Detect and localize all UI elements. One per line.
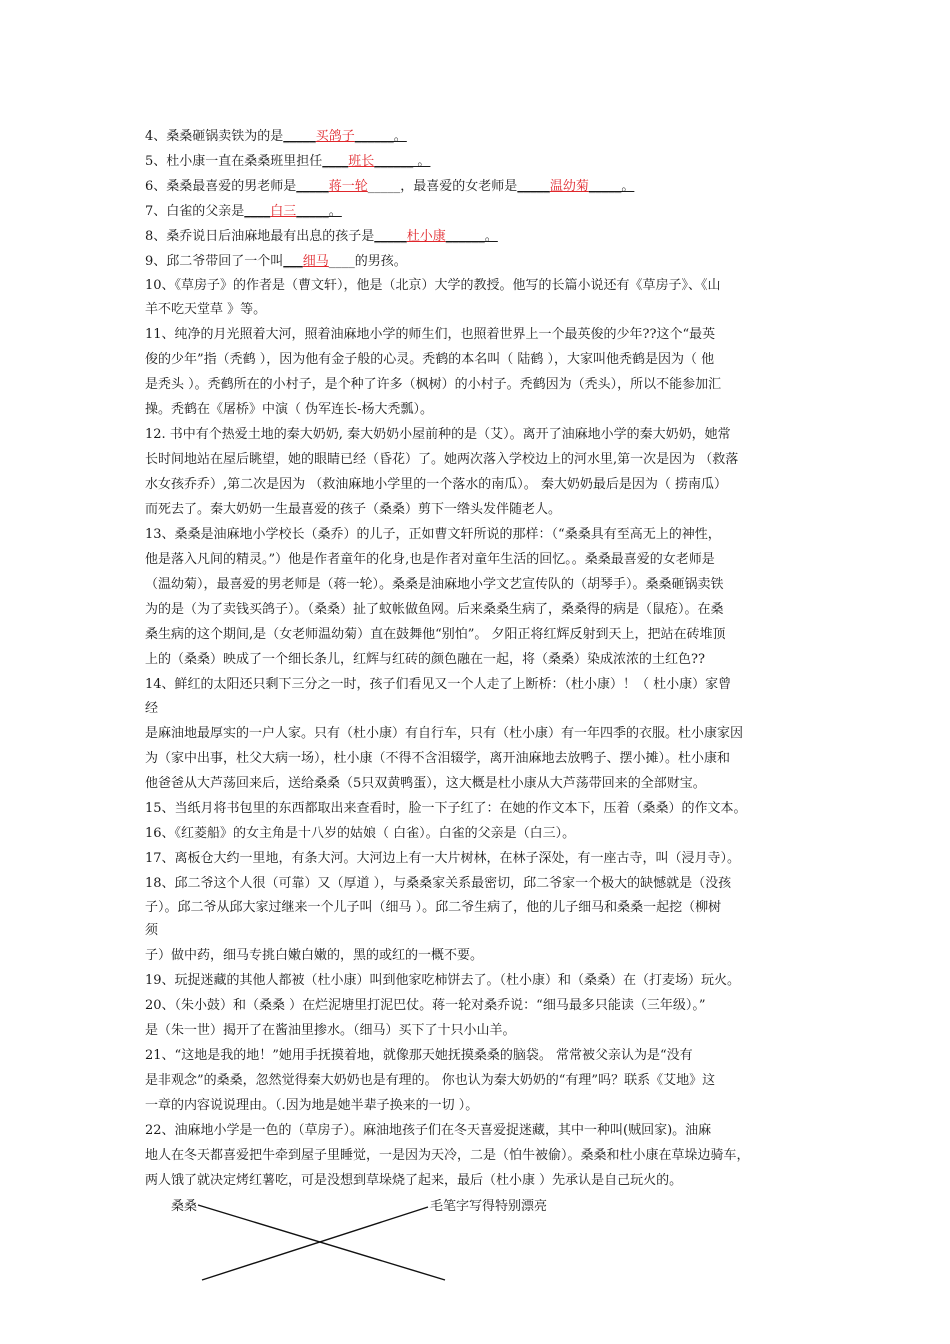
text-line: 21、“这地是我的地！”她用手抚摸着地，就像那天她抚摸桑桑的脑袋。 常常被父亲认为是“没有 (145, 1048, 693, 1063)
answer-q4: 买鸽子 (315, 129, 355, 144)
text-line: 操。秃鹤在《屠桥》中演（ 伪军连长-杨大秃瓢）。 (145, 402, 434, 417)
answer-q9: 细马 (302, 254, 329, 269)
text-line: 为（家中出事，杜父大病一场），杜小康（不得不含泪辍学，离开油麻地去放鸭子、摆小摊）。杜小康和 (145, 751, 731, 766)
question-8: 8、桑乔说日后油麻地最有出息的孩子是_____杜小康______。 (145, 229, 498, 244)
text-line: 而死去了。秦大奶奶一生最喜爱的孩子（桑桑）剪下一绺头发伴随老人。 (145, 502, 562, 517)
text-line: 子）。邱二爷从邱大家过继来一个儿子叫（细马 ）。邱二爷生病了，他的儿子细马和桑桑一起挖（柳树 (145, 900, 722, 915)
text-line: 桑生病的这个期间,是（女老师温幼菊）直在鼓舞他“别怕”。 夕阳正将红辉反射到天上，把站在砖堆顶 (145, 627, 726, 642)
text-line: 他爸爸从大芦荡回来后，送给桑桑（5只双黄鸭蛋），这大概是杜小康从大芦荡带回来的全部财宝。 (145, 776, 706, 791)
text-line: 19、玩捉迷藏的其他人都被（杜小康）叫到他家吃柿饼去了。（杜小康）和（桑桑）在（打麦场）玩火。 (145, 973, 741, 988)
match-right-item: 毛笔字写得特别漂亮 (430, 1199, 548, 1214)
text-line: 10、《草房子》的作者是（曹文轩），他是（北京）大学的教授。他写的长篇小说还有《草房子》、《山 (145, 278, 721, 293)
text-line: 是秃头 ）。秃鹤所在的小村子，是个种了许多（枫树）的小村子。秃鹤因为（秃头），所以不能参加汇 (145, 377, 722, 392)
question-6: 6、桑桑最喜爱的男老师是_____蒋一轮_____，最喜爱的女老师是_____温幼菊_____。 (145, 179, 635, 194)
text-line: 为的是（为了卖钱买鸽子）。（桑桑）扯了蚊帐做鱼网。后来桑桑生病了，桑桑得的病是（鼠疮）。在桑 (145, 602, 724, 617)
text-line: 羊不吃天堂草 》等。 (145, 302, 267, 317)
text-line: 15、当纸月将书包里的东西都取出来查看时，脸一下子红了：在她的作文本下，压着（桑桑）的作文本。 (145, 801, 747, 816)
text-line: 一章的内容说说理由。（.因为地是她半辈子换来的一切 ）。 (145, 1098, 479, 1113)
answer-q6-female-teacher: 温幼菊 (549, 179, 589, 194)
text-line: 16、《红菱船》的女主角是十八岁的姑娘（ 白雀）。白雀的父亲是（白三）。 (145, 826, 576, 841)
text-line: 是（朱一世）揭开了在酱油里掺水。（细马）买下了十只小山羊。 (145, 1023, 516, 1038)
text-line: 长时间地站在屋后眺望，她的眼睛已经（昏花）了。她两次落入学校边上的河水里,第一次是因为 （救落 (145, 452, 739, 467)
question-9: 9、邱二爷带回了一个叫___细马____的男孩。 (145, 254, 407, 269)
text-line: 12. 书中有个热爱土地的秦大奶奶, 秦大奶奶小屋前种的是（艾）。离开了油麻地小学的秦大奶奶，她常 (145, 427, 731, 442)
match-line-b (202, 1207, 428, 1280)
text-line: 水女孩乔乔）,第二次是因为 （救油麻地小学里的一个落水的南瓜）。 秦大奶奶最后是因为（ 捞南瓜） (145, 477, 728, 492)
text-line: （温幼菊），最喜爱的男老师是（蒋一轮）。桑桑是油麻地小学文艺宣传队的（胡琴手）。桑桑砸锅卖铁 (145, 577, 724, 592)
answer-q7: 白三 (270, 204, 297, 219)
text-line: 子）做中药，细马专挑白嫩白嫩的，黑的或红的一概不要。 (145, 948, 484, 963)
question-5: 5、杜小康一直在桑桑班里担任____班长______ 。 (145, 154, 431, 169)
text-line: 14、鲜红的太阳还只剩下三分之一时，孩子们看见又一个人走了上断桥：（杜小康）！（ 杜小康）家曾 (145, 677, 732, 692)
text-line: 13、桑桑是油麻地小学校长（桑乔）的儿子，正如曹文轩所说的那样：（“桑桑具有至高无上的神性， (145, 527, 721, 542)
text-line: 20、（朱小鼓）和（桑桑 ）在烂泥塘里打泥巴仗。蒋一轮对桑乔说：“细马最多只能读（三年级）。” (145, 998, 706, 1013)
question-7: 7、白雀的父亲是____白三_____。 (145, 204, 342, 219)
answer-q8: 杜小康 (406, 229, 446, 244)
text-line: 上的（桑桑）映成了一个细长条儿，红辉与红砖的颜色融在一起，将（桑桑）染成浓浓的土红色?? (145, 652, 705, 667)
question-4: 4、桑桑砸锅卖铁为的是_____买鸽子______。 (145, 129, 407, 144)
text-line: 经 (145, 701, 159, 716)
text-line: 18、邱二爷这个人很（可靠）又（厚道 ），与桑桑家关系最密切，邱二爷家一个极大的缺憾就是（没孩 (145, 876, 732, 891)
text-line: 17、离板仓大约一里地，有条大河。大河边上有一大片树林，在林子深处，有一座古寺，叫（浸月寺）。 (145, 851, 741, 866)
text-line: 是非观念”的桑桑，忽然觉得秦大奶奶也是有理的。 你也认为秦大奶奶的“有理”吗？联系《艾地》这 (145, 1073, 716, 1088)
text-line: 两人饿了就决定烤红薯吃，可是没想到草垛烧了起来，最后（杜小康 ）先承认是自己玩火的。 (145, 1173, 683, 1188)
text-line: 他是落入凡间的精灵。”）他是作者童年的化身,也是作者对童年生活的回忆。。桑桑最喜爱的女老师是 (145, 552, 715, 567)
text-line: 须 (145, 923, 159, 938)
text-line: 是麻油地最厚实的一户人家。只有（杜小康）有自行车，只有（杜小康）有一年四季的衣服。杜小康家因 (145, 726, 744, 741)
text-line: 22、油麻地小学是一色的（草房子）。麻油地孩子们在冬天喜爱捉迷藏，其中一种叫(贼回家)。油麻 (145, 1123, 712, 1138)
text-line: 11、纯净的月光照着大河，照着油麻地小学的师生们，也照着世界上一个最英俊的少年??这个“最英 (145, 327, 716, 342)
match-left-item: 桑桑 (171, 1199, 198, 1214)
answer-q6-male-teacher: 蒋一轮 (328, 179, 368, 194)
text-line: 俊的少年”指（秃鹤 ），因为他有金子般的心灵。秃鹤的本名叫（ 陆鹤 ），大家叫他秃鹤是因为（ 他 (145, 352, 715, 367)
answer-q5: 班长 (348, 154, 375, 169)
text-line: 地人在冬天都喜爱把牛牵到屋子里睡觉，一是因为天冷，二是（怕牛被偷）。桑桑和杜小康在草垛边骑车， (145, 1148, 750, 1163)
